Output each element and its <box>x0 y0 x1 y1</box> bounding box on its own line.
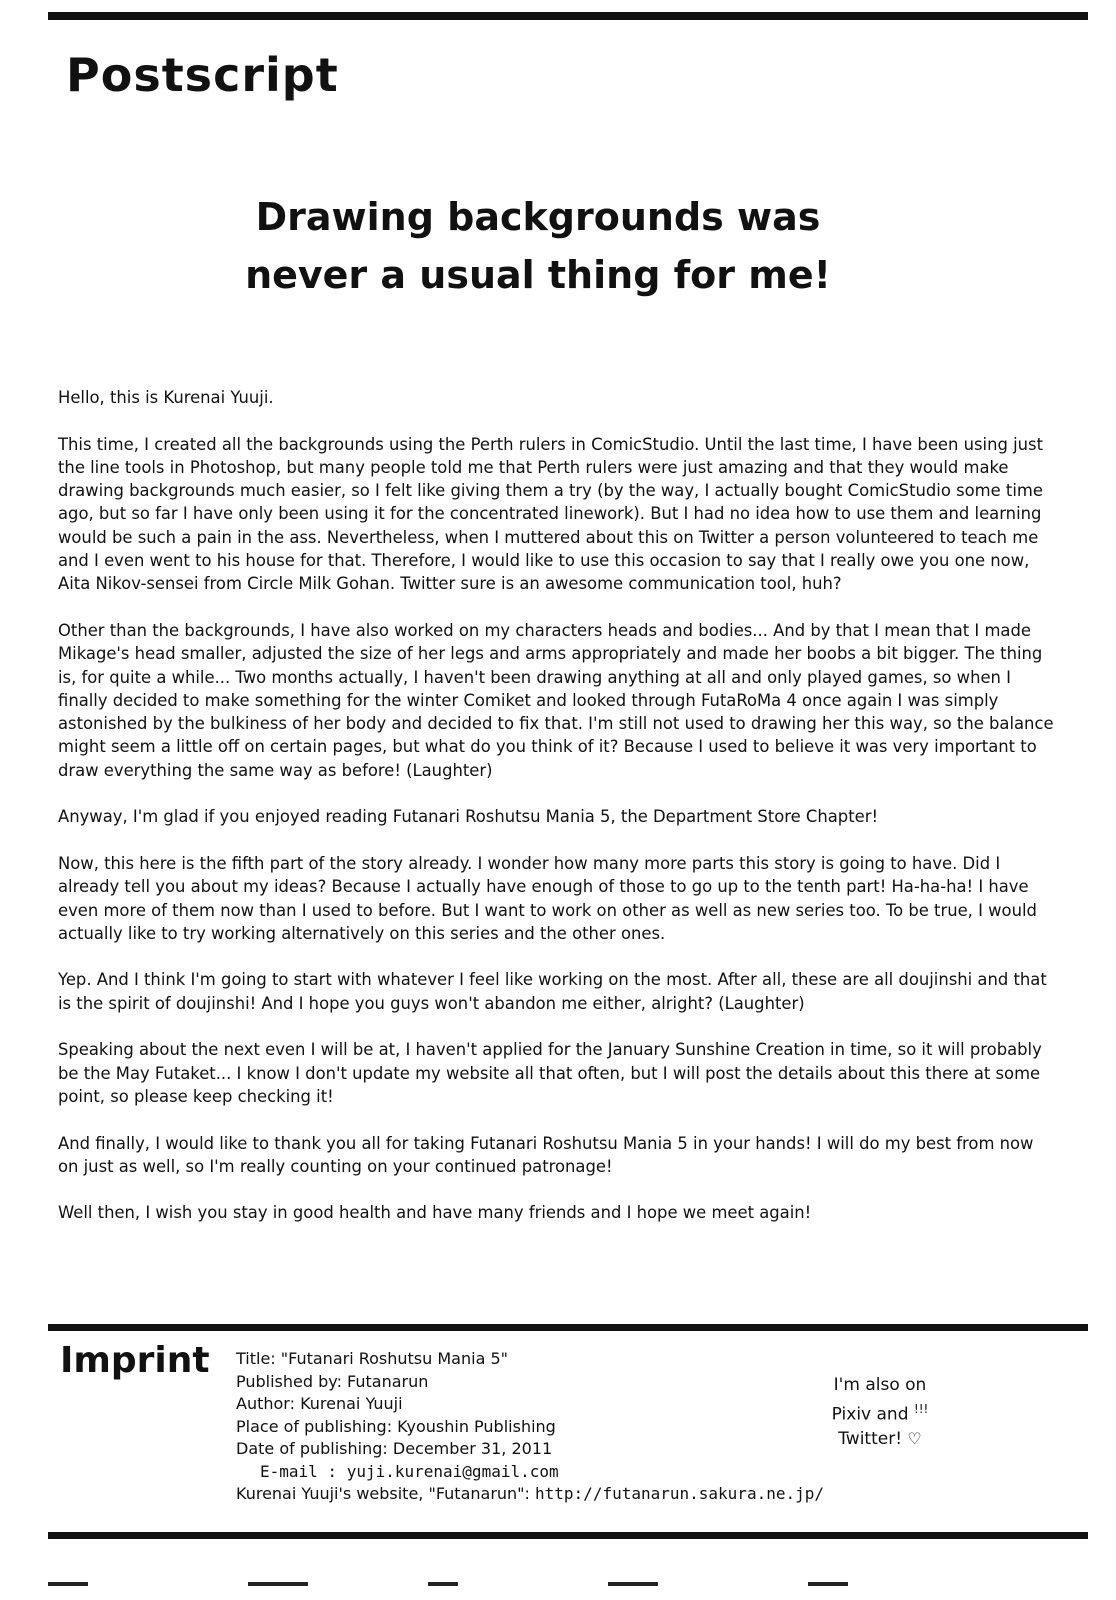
sns-line-3 <box>790 1427 970 1452</box>
paragraph: Well then, I wish you stay in good health and have many friends and I hope we meet again! <box>58 1203 812 1223</box>
imprint-author: Author: Kurenai Yuuji <box>236 1394 403 1413</box>
sns-note <box>790 1374 970 1451</box>
postscript-body <box>58 386 1058 1248</box>
heart-icon: ♡ <box>907 1428 922 1448</box>
website-label: Kurenai Yuuji's website, "Futanarun": <box>236 1484 536 1503</box>
imprint-place: Place of publishing: Kyoushin Publishing <box>236 1416 556 1436</box>
page-title: Postscript <box>66 48 339 102</box>
bottom-divider <box>48 1532 1088 1539</box>
paragraph: And finally, I would like to thank you all for taking Futanari Roshutsu Mania 5 in your hands! I will do my best from now on just as well, so I'm really counting on your continued patronage! <box>58 1133 1034 1176</box>
top-divider <box>48 12 1088 20</box>
email-address[interactable]: yuji.kurenai@gmail.com <box>346 1461 559 1481</box>
paragraph: Now, this here is the fifth part of the story already. I wonder how many more parts this story is going to have. Did I already tell you about my ideas? Because I actually have enough of those to go up to the tenth part! Ha-ha-ha! I have even more of them now than I used to before. But I want to work on other as well as new series too. To be true, I would actually like to try working alternatively on this series and the other ones. <box>58 853 1037 943</box>
headline <box>200 188 876 304</box>
imprint-details <box>236 1348 824 1506</box>
sns-line-3-text: Twitter! <box>838 1428 903 1449</box>
imprint-email <box>236 1461 824 1484</box>
imprint-heading: Imprint <box>60 1340 210 1381</box>
headline-line-1: Drawing backgrounds was <box>255 195 821 239</box>
imprint-website <box>236 1483 824 1506</box>
paragraph: This time, I created all the backgrounds using the Perth rulers in ComicStudio. Until the last time, I have been using just the line tools in Photoshop, but many people told me that Perth rulers were just amazing and that they would make drawing backgrounds much easier, so I felt like giving them a try (by the way, I actually bought ComicStudio some time ago, but so far I have only been using it for the concentrated linework). But I had no idea how to use them and learning would be such a pain in the ass. Nevertheless, when I muttered about this on Twitter a person volunteered to teach me and I even went to his house for that. Therefore, I would like to use this occasion to say that I really owe you one now, Aita Nikov-sensei from Circle Milk Gohan. Twitter sure is an awesome communication tool, huh? <box>58 434 1043 594</box>
imprint-date: Date of publishing: December 31, 2011 <box>236 1439 553 1458</box>
sns-line-2-text: Pixiv and <box>831 1404 909 1425</box>
sns-line-1: I'm also on <box>833 1375 927 1395</box>
headline-line-2: never a usual thing for me! <box>245 253 831 297</box>
exclamation-mark: !!! <box>913 1401 929 1416</box>
paragraph: Other than the backgrounds, I have also worked on my characters heads and bodies... And by that I mean that I made Mikage's head smaller, adjusted the size of her legs and arms appropriately and made her boobs a bit bigger. The thing is, for quite a while... Two months actually, I haven't been drawing anything at all and only played games, so when I finally decided to make something for the winter Comiket and looked through FutaRoMa 4 once again I was simply astonished by the bulkiness of her body and decided to fix that. I'm still not used to drawing her this way, so the balance might seem a little off on certain pages, but what do you think of it? Because I used to believe it was very important to draw everything the same way as before! (Laughter) <box>58 620 1054 780</box>
paragraph: Yep. And I think I'm going to start with whatever I feel like working on the most. After all, these are all doujinshi and that is the spirit of doujinshi! And I hope you guys won't abandon me either, alright? (Laughter) <box>58 970 1047 1013</box>
website-url[interactable]: http://futanarun.sakura.ne.jp/ <box>535 1484 824 1503</box>
cropped-next-page-edge <box>48 1556 1088 1596</box>
paragraph: Anyway, I'm glad if you enjoyed reading Futanari Roshutsu Mania 5, the Department Store Chapter! <box>58 807 879 827</box>
imprint-divider <box>48 1324 1088 1331</box>
imprint-title: Title: "Futanari Roshutsu Mania 5" <box>236 1349 508 1368</box>
sns-line-2 <box>790 1398 970 1427</box>
paragraph: Hello, this is Kurenai Yuuji. <box>58 388 274 407</box>
paragraph: Speaking about the next even I will be at, I haven't applied for the January Sunshine Creation in time, so it will probably be the May Futaket... I know I don't update my website all that often, but I will post the details about this there at some point, so please keep checking it! <box>58 1040 1042 1106</box>
imprint-publisher: Published by: Futanarun <box>236 1371 429 1391</box>
email-label: E-mail : <box>260 1461 347 1481</box>
